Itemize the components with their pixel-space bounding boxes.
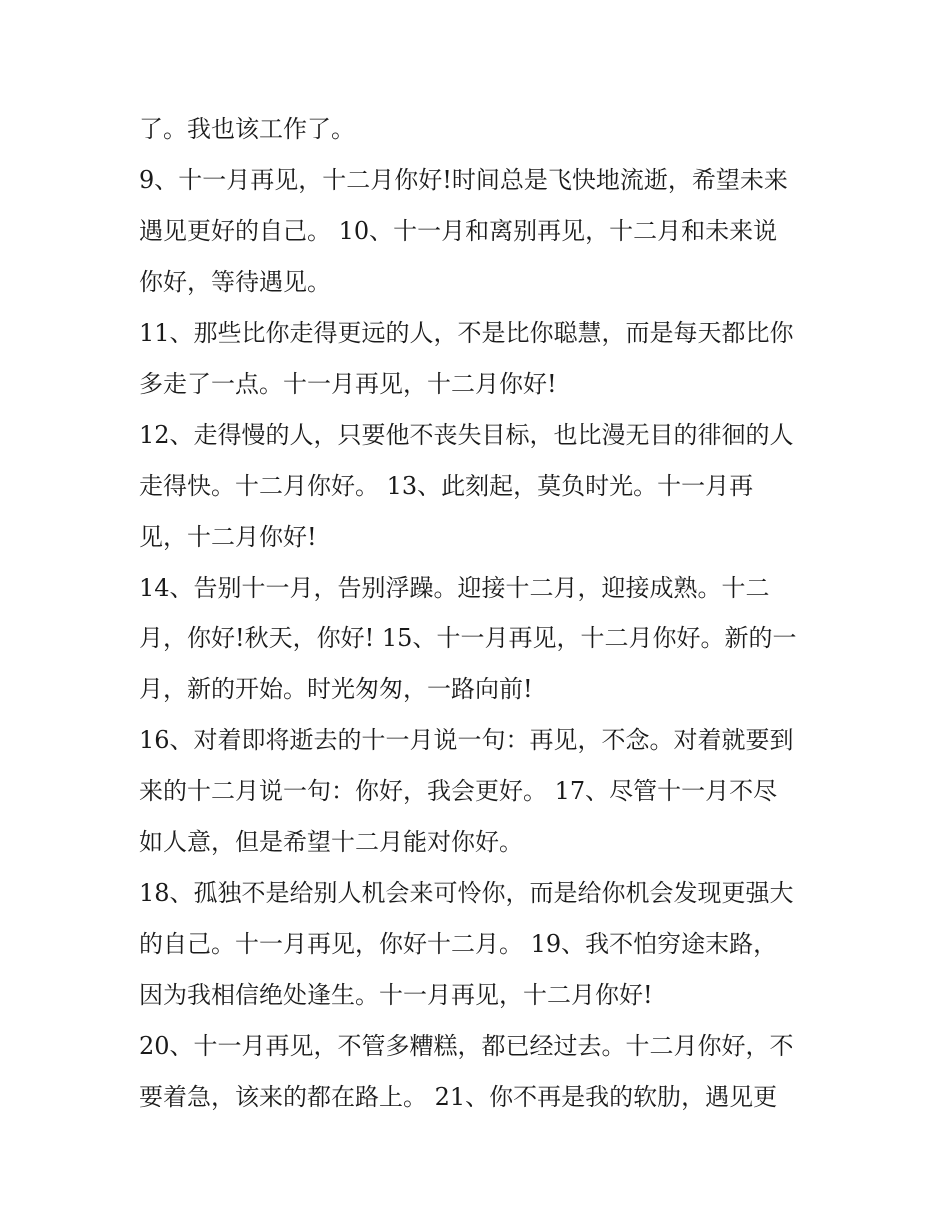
text-line: 了。我也该工作了。 [139,115,355,143]
text-line: 12、走得慢的人，只要他不丧失目标，也比漫无目的徘徊的人 [139,421,794,449]
text-line: 如人意，但是希望十二月能对你好。 [139,828,523,856]
text-line: 走得快。十二月你好。 13、此刻起，莫负时光。十一月再 [139,472,754,500]
text-line: 你好，等待遇见。 [139,268,331,296]
text-line: 20、十一月再见，不管多糟糕，都已经过去。十二月你好，不 [139,1032,794,1060]
text-line: 14、告别十一月，告别浮躁。迎接十二月，迎接成熟。十二 [139,574,770,602]
text-line: 因为我相信绝处逢生。十一月再见，十二月你好! [139,981,653,1009]
text-line: 来的十二月说一句：你好，我会更好。 17、尽管十一月不尽 [139,777,778,805]
text-line: 月，你好!秋天，你好! 15、十一月再见，十二月你好。新的一 [139,624,797,652]
text-line: 11、那些比你走得更远的人，不是比你聪慧，而是每天都比你 [139,319,794,347]
text-line: 见，十二月你好! [139,523,317,551]
text-line: 16、对着即将逝去的十一月说一句：再见，不念。对着就要到 [139,726,794,754]
text-line: 多走了一点。十一月再见，十二月你好! [139,370,557,398]
text-line: 9、十一月再见，十二月你好!时间总是飞快地流逝，希望未来 [139,166,788,194]
text-line: 月，新的开始。时光匆匆，一路向前! [139,675,533,703]
text-line: 要着急，该来的都在路上。 21、你不再是我的软肋，遇见更 [139,1083,778,1111]
text-line: 的自己。十一月再见，你好十二月。 19、我不怕穷途末路， [139,930,778,958]
text-line: 18、孤独不是给别人机会来可怜你，而是给你机会发现更强大 [139,879,794,907]
text-line: 遇见更好的自己。 10、十一月和离别再见，十二月和未来说 [139,217,778,245]
